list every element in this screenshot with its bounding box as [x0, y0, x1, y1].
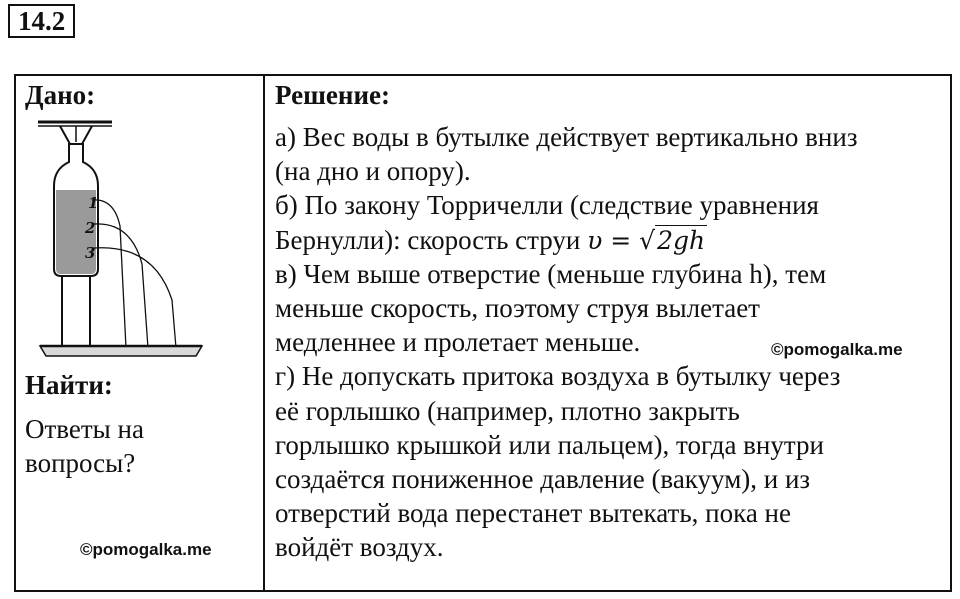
- solution-line: а) Вес воды в бутылке действует вертикально вниз: [275, 122, 858, 152]
- torricelli-formula: [587, 226, 707, 255]
- find-line: Ответы на: [25, 414, 144, 444]
- solution-heading: Решение:: [275, 80, 390, 110]
- solution-line: отверстий вода перестанет вытекать, пока не: [275, 498, 791, 529]
- solution-line: б) По закону Торричелли (следствие уравнения: [275, 190, 819, 221]
- problem-number: 14.2: [8, 4, 75, 38]
- formula-lhs: υ =: [587, 225, 640, 255]
- hole-label-3: 3: [85, 244, 96, 262]
- hole-label-1: 1: [88, 194, 99, 212]
- solution-line: создаётся пониженное давление (вакуум), и из: [275, 463, 811, 494]
- solution-line: её горлышко (например, плотно закрыть: [275, 395, 740, 426]
- watermark-right: ©pomogalka.me: [771, 340, 903, 359]
- solution-line-text: Бернулли): скорость струи: [275, 224, 588, 255]
- solution-column: [265, 76, 950, 590]
- sqrt-expression: √2gh: [639, 225, 706, 255]
- find-text: [25, 412, 144, 480]
- solution-line: (на дно и опору).: [275, 156, 471, 187]
- given-heading: Дано:: [25, 80, 96, 110]
- solution-line: медленнее и пролетает меньше.: [275, 327, 641, 358]
- solution-line: меньше скорость, поэтому струя вылетает: [275, 292, 760, 323]
- given-column: [16, 76, 263, 590]
- find-heading: Найти:: [25, 370, 113, 400]
- solution-line: горлышко крышкой или пальцем), тогда внутри: [275, 429, 824, 460]
- bottle-illustration: [36, 114, 206, 359]
- watermark-left: ©pomogalka.me: [80, 540, 212, 559]
- solution-table: [14, 74, 952, 592]
- solution-line: в) Чем выше отверстие (меньше глубина h), тем: [275, 258, 827, 289]
- find-line: вопросы?: [25, 448, 136, 478]
- solution-line: г) Не допускать притока воздуха в бутылку через: [275, 361, 841, 392]
- formula-radicand: 2gh: [657, 225, 706, 255]
- solution-line-formula: [275, 223, 858, 257]
- hole-label-2: 2: [85, 219, 96, 237]
- solution-line: войдёт воздух.: [275, 532, 444, 563]
